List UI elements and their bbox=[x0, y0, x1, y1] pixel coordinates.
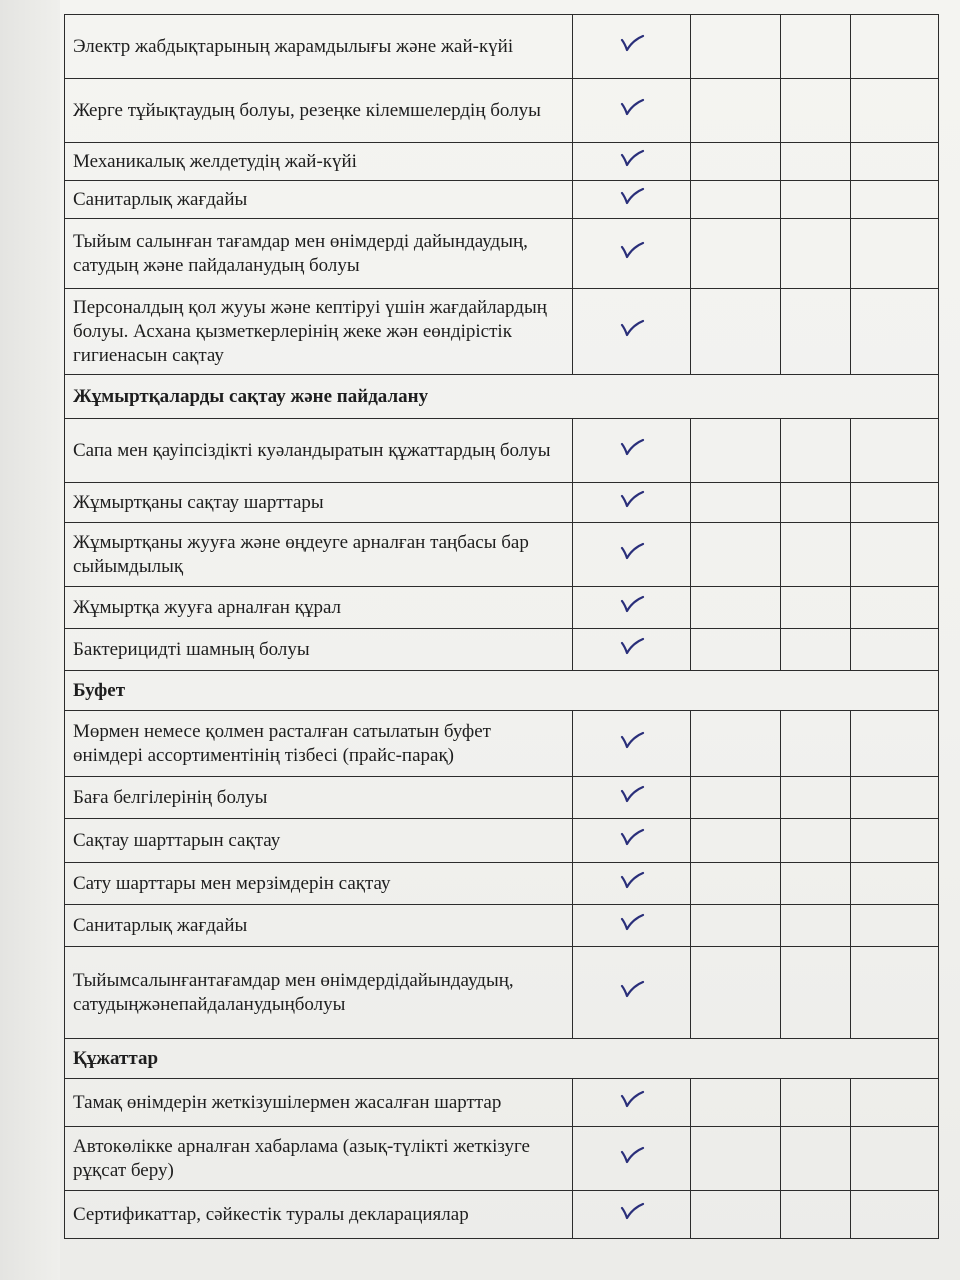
compliance-no-cell bbox=[691, 419, 781, 483]
inspection-checklist-table bbox=[64, 14, 939, 1239]
notes-cell bbox=[851, 777, 939, 819]
checklist-row bbox=[65, 711, 939, 777]
compliance-yes-cell bbox=[573, 1191, 691, 1239]
compliance-no-cell bbox=[691, 289, 781, 375]
handwritten-check-icon bbox=[618, 729, 646, 751]
handwritten-check-icon bbox=[618, 317, 646, 339]
notes-cell bbox=[851, 629, 939, 671]
requirement-label: Тыйымсалынғантағамдар мен өнімдердідайындаудың, сатудыңжәнепайдаланудыңболуы bbox=[65, 947, 573, 1039]
checklist-row bbox=[65, 15, 939, 79]
requirement-label: Персоналдың қол жууы және кептіруі үшін жағдайлардың болуы. Асхана қызметкерлерінің жеке жән еөндірістік гигиенасын сақтау bbox=[65, 289, 573, 375]
checklist-row bbox=[65, 587, 939, 629]
checklist-row bbox=[65, 523, 939, 587]
requirement-label: Тамақ өнімдерін жеткізушілермен жасалған шарттар bbox=[65, 1079, 573, 1127]
section-title: Буфет bbox=[65, 671, 939, 711]
page-edge-shadow bbox=[0, 0, 60, 1280]
compliance-yes-cell bbox=[573, 711, 691, 777]
handwritten-check-icon bbox=[618, 978, 646, 1000]
handwritten-check-icon bbox=[618, 1144, 646, 1166]
requirement-label: Сертификаттар, сәйкестік туралы декларациялар bbox=[65, 1191, 573, 1239]
section-header-row bbox=[65, 1039, 939, 1079]
compliance-no-cell bbox=[691, 629, 781, 671]
compliance-no-cell bbox=[691, 79, 781, 143]
compliance-yes-cell bbox=[573, 587, 691, 629]
checklist-row bbox=[65, 629, 939, 671]
requirement-label: Мөрмен немесе қолмен расталған сатылатын буфет өнімдері ассортиментінің тізбесі (прайс-парақ) bbox=[65, 711, 573, 777]
requirement-label: Жұмыртқа жууға арналған құрал bbox=[65, 587, 573, 629]
handwritten-check-icon bbox=[618, 436, 646, 458]
compliance-yes-cell bbox=[573, 863, 691, 905]
checklist-row bbox=[65, 905, 939, 947]
notes-cell bbox=[851, 419, 939, 483]
compliance-yes-cell bbox=[573, 905, 691, 947]
notes-cell bbox=[851, 863, 939, 905]
notes-cell bbox=[851, 711, 939, 777]
not-applicable-cell bbox=[781, 947, 851, 1039]
compliance-yes-cell bbox=[573, 143, 691, 181]
checklist-row bbox=[65, 863, 939, 905]
compliance-yes-cell bbox=[573, 483, 691, 523]
compliance-yes-cell bbox=[573, 79, 691, 143]
compliance-yes-cell bbox=[573, 523, 691, 587]
notes-cell bbox=[851, 181, 939, 219]
requirement-label: Жұмыртқаны сақтау шарттары bbox=[65, 483, 573, 523]
section-title: Құжаттар bbox=[65, 1039, 939, 1079]
handwritten-check-icon bbox=[618, 185, 646, 207]
not-applicable-cell bbox=[781, 1127, 851, 1191]
notes-cell bbox=[851, 523, 939, 587]
not-applicable-cell bbox=[781, 523, 851, 587]
handwritten-check-icon bbox=[618, 540, 646, 562]
compliance-no-cell bbox=[691, 143, 781, 181]
not-applicable-cell bbox=[781, 587, 851, 629]
checklist-row bbox=[65, 947, 939, 1039]
not-applicable-cell bbox=[781, 905, 851, 947]
compliance-no-cell bbox=[691, 1127, 781, 1191]
not-applicable-cell bbox=[781, 143, 851, 181]
notes-cell bbox=[851, 947, 939, 1039]
requirement-label: Тыйым салынған тағамдар мен өнімдерді дайындаудың, сатудың және пайдаланудың болуы bbox=[65, 219, 573, 289]
handwritten-check-icon bbox=[618, 239, 646, 261]
notes-cell bbox=[851, 219, 939, 289]
compliance-yes-cell bbox=[573, 181, 691, 219]
handwritten-check-icon bbox=[618, 488, 646, 510]
section-header-row bbox=[65, 671, 939, 711]
compliance-no-cell bbox=[691, 219, 781, 289]
notes-cell bbox=[851, 15, 939, 79]
checklist-row bbox=[65, 819, 939, 863]
notes-cell bbox=[851, 143, 939, 181]
notes-cell bbox=[851, 483, 939, 523]
compliance-no-cell bbox=[691, 777, 781, 819]
compliance-yes-cell bbox=[573, 777, 691, 819]
requirement-label: Автокөлікке арналған хабарлама (азық-түлікті жеткізуге рұқсат беру) bbox=[65, 1127, 573, 1191]
not-applicable-cell bbox=[781, 819, 851, 863]
compliance-yes-cell bbox=[573, 1079, 691, 1127]
compliance-no-cell bbox=[691, 483, 781, 523]
requirement-label: Механикалық желдетудің жай-күйі bbox=[65, 143, 573, 181]
not-applicable-cell bbox=[781, 1191, 851, 1239]
checklist-row bbox=[65, 1079, 939, 1127]
handwritten-check-icon bbox=[618, 1200, 646, 1222]
handwritten-check-icon bbox=[618, 32, 646, 54]
not-applicable-cell bbox=[781, 1079, 851, 1127]
requirement-label: Санитарлық жағдайы bbox=[65, 181, 573, 219]
compliance-no-cell bbox=[691, 905, 781, 947]
handwritten-check-icon bbox=[618, 96, 646, 118]
notes-cell bbox=[851, 1127, 939, 1191]
notes-cell bbox=[851, 289, 939, 375]
not-applicable-cell bbox=[781, 629, 851, 671]
handwritten-check-icon bbox=[618, 1088, 646, 1110]
not-applicable-cell bbox=[781, 483, 851, 523]
requirement-label: Баға белгілерінің болуы bbox=[65, 777, 573, 819]
requirement-label: Жұмыртқаны жууға және өңдеуге арналған таңбасы бар сыйымдылық bbox=[65, 523, 573, 587]
notes-cell bbox=[851, 1191, 939, 1239]
checklist-row bbox=[65, 289, 939, 375]
not-applicable-cell bbox=[781, 15, 851, 79]
not-applicable-cell bbox=[781, 863, 851, 905]
checklist-row bbox=[65, 777, 939, 819]
compliance-no-cell bbox=[691, 819, 781, 863]
notes-cell bbox=[851, 905, 939, 947]
not-applicable-cell bbox=[781, 289, 851, 375]
section-header-row bbox=[65, 375, 939, 419]
checklist-row bbox=[65, 483, 939, 523]
not-applicable-cell bbox=[781, 711, 851, 777]
compliance-yes-cell bbox=[573, 219, 691, 289]
compliance-no-cell bbox=[691, 523, 781, 587]
checklist-row bbox=[65, 1127, 939, 1191]
compliance-yes-cell bbox=[573, 289, 691, 375]
compliance-no-cell bbox=[691, 947, 781, 1039]
requirement-label: Сату шарттары мен мерзімдерін сақтау bbox=[65, 863, 573, 905]
not-applicable-cell bbox=[781, 79, 851, 143]
requirement-label: Жерге тұйықтаудың болуы, резеңке кілемшелердің болуы bbox=[65, 79, 573, 143]
compliance-no-cell bbox=[691, 1191, 781, 1239]
handwritten-check-icon bbox=[618, 635, 646, 657]
checklist-row bbox=[65, 419, 939, 483]
compliance-yes-cell bbox=[573, 419, 691, 483]
handwritten-check-icon bbox=[618, 147, 646, 169]
requirement-label: Электр жабдықтарының жарамдылығы және жай-күйі bbox=[65, 15, 573, 79]
compliance-yes-cell bbox=[573, 947, 691, 1039]
compliance-no-cell bbox=[691, 587, 781, 629]
notes-cell bbox=[851, 587, 939, 629]
not-applicable-cell bbox=[781, 777, 851, 819]
compliance-no-cell bbox=[691, 1079, 781, 1127]
checklist-row bbox=[65, 79, 939, 143]
checklist-row bbox=[65, 181, 939, 219]
requirement-label: Сапа мен қауіпсіздікті куәландыратын құжаттардың болуы bbox=[65, 419, 573, 483]
requirement-label: Бактерицидті шамның болуы bbox=[65, 629, 573, 671]
compliance-no-cell bbox=[691, 181, 781, 219]
requirement-label: Сақтау шарттарын сақтау bbox=[65, 819, 573, 863]
compliance-no-cell bbox=[691, 863, 781, 905]
requirement-label: Санитарлық жағдайы bbox=[65, 905, 573, 947]
handwritten-check-icon bbox=[618, 869, 646, 891]
not-applicable-cell bbox=[781, 181, 851, 219]
notes-cell bbox=[851, 819, 939, 863]
checklist-row bbox=[65, 1191, 939, 1239]
notes-cell bbox=[851, 79, 939, 143]
compliance-no-cell bbox=[691, 711, 781, 777]
handwritten-check-icon bbox=[618, 826, 646, 848]
not-applicable-cell bbox=[781, 419, 851, 483]
compliance-yes-cell bbox=[573, 629, 691, 671]
compliance-no-cell bbox=[691, 15, 781, 79]
handwritten-check-icon bbox=[618, 783, 646, 805]
checklist-row bbox=[65, 219, 939, 289]
compliance-yes-cell bbox=[573, 1127, 691, 1191]
compliance-yes-cell bbox=[573, 819, 691, 863]
notes-cell bbox=[851, 1079, 939, 1127]
not-applicable-cell bbox=[781, 219, 851, 289]
handwritten-check-icon bbox=[618, 911, 646, 933]
section-title: Жұмыртқаларды сақтау және пайдалану bbox=[65, 375, 939, 419]
compliance-yes-cell bbox=[573, 15, 691, 79]
handwritten-check-icon bbox=[618, 593, 646, 615]
checklist-row bbox=[65, 143, 939, 181]
